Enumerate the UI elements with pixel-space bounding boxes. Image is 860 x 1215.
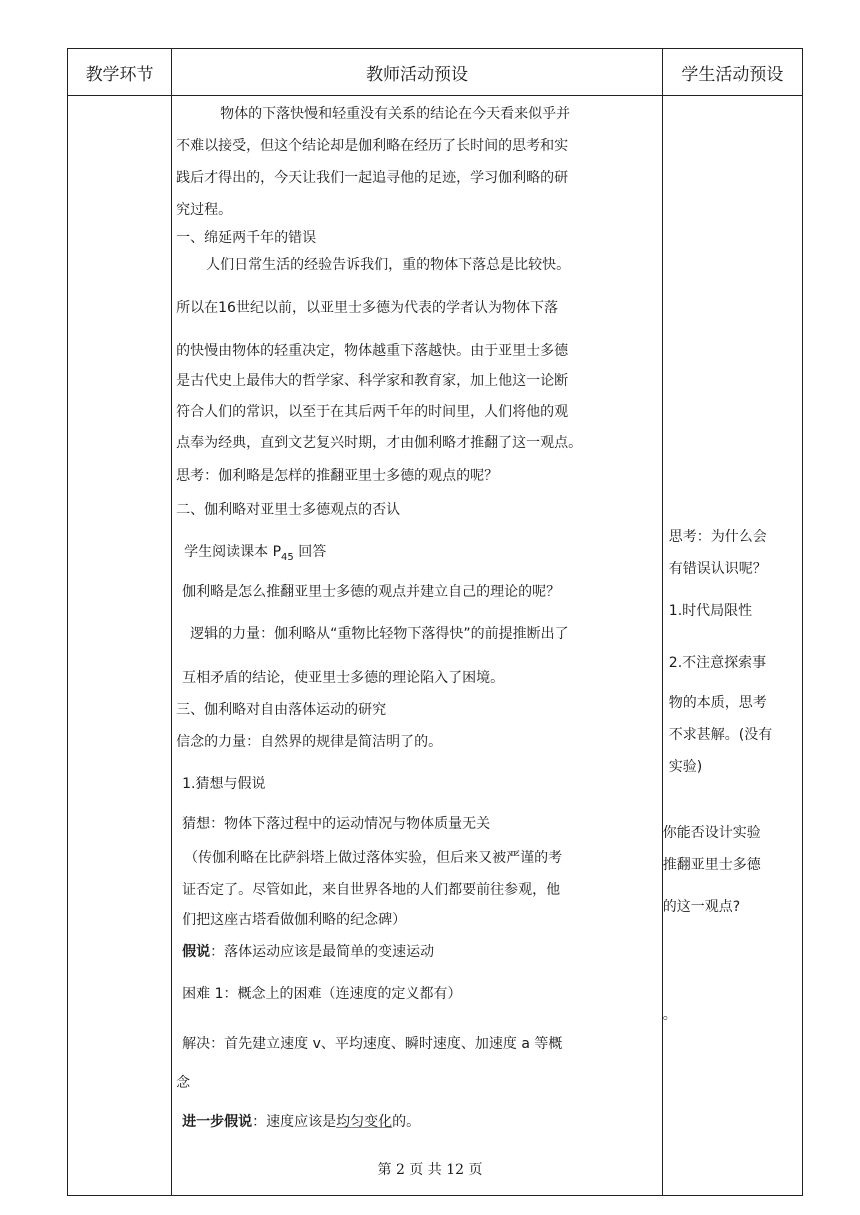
header-teacher-activity: 教师活动预设 (172, 49, 663, 96)
section-2-read-suffix: 回答 (293, 544, 327, 560)
section-1-para-line-2: 所以在16世纪以前，以亚里士多德为代表的学者认为物体下落 (176, 300, 558, 316)
further-hypothesis-end: 的。 (392, 1114, 421, 1130)
student-answer-2-line-3: 不求甚解。(没有 (668, 727, 773, 743)
section-1-think: 思考：伽利略是怎样的推翻亚里士多德的观点的呢？ (176, 468, 499, 484)
section-3-note-line-3: 们把这座古塔看做伽利略的纪念碑） (182, 912, 407, 928)
section-1-para-line-3: 的快慢由物体的轻重决定，物体越重下落越快。由于亚里士多德 (176, 343, 569, 359)
teacher-activity-cell (172, 96, 663, 1196)
hypothesis-label: 假说 (182, 944, 211, 960)
further-hypothesis-label: 进一步假说 (182, 1114, 253, 1130)
section-2-read-page: 45 (281, 552, 294, 563)
further-hypothesis-text: ：速度应该是 (252, 1114, 337, 1130)
intro-line-4: 究过程。 (176, 202, 233, 218)
section-3-solution-line-2: 念 (176, 1075, 191, 1091)
hypothesis-text: ：落体运动应该是最简单的变速运动 (210, 944, 435, 960)
section-1-para-line-1: 人们日常生活的经验告诉我们，重的物体下落总是比较快。 (206, 257, 571, 273)
section-3-heading-guess: 1.猜想与假说 (182, 776, 266, 792)
section-1-para-line-6: 点奉为经典，直到文艺复兴时期，才由伽利略才推翻了这一观点。 (176, 435, 583, 451)
section-1-para-line-4: 是古代史上最伟大的哲学家、科学家和教育家，加上他这一论断 (176, 373, 569, 389)
student-question-2-line-3: 的这一观点? (662, 899, 741, 915)
section-2-title: 二、伽利略对亚里士多德观点的否认 (176, 502, 401, 518)
student-answer-2-line-4: 实验) (668, 759, 703, 775)
lesson-plan-table (67, 48, 803, 1196)
student-answer-2-line-2: 物的本质，思考 (668, 695, 767, 711)
student-question-1-line-2: 有错误认识呢？ (668, 561, 767, 577)
student-question-2-line-1: 你能否设计实验 (662, 825, 761, 841)
student-activity-cell (662, 96, 802, 1196)
section-2-question: 伽利略是怎么推翻亚里士多德的观点并建立自己的理论的呢？ (182, 584, 561, 600)
section-1-title: 一、绵延两千年的错误 (176, 230, 317, 246)
table-body-row (68, 96, 803, 1196)
student-answer-2-line-1: 2.不注意探索事 (668, 655, 767, 671)
student-answer-1: 1.时代局限性 (668, 603, 753, 619)
header-student-activity: 学生活动预设 (662, 49, 802, 96)
student-question-2-line-2: 推翻亚里士多德 (662, 857, 761, 873)
section-3-note-line-2: 证否定了。尽管如此，来自世界各地的人们都要前往参观，他 (182, 882, 561, 898)
intro-line-3: 践后才得出的，今天让我们一起追寻他的足迹，学习伽利略的研 (176, 170, 569, 186)
section-2-logic-line-2: 互相矛盾的结论，使亚里士多德的理论陷入了困境。 (182, 670, 505, 686)
section-2-read (184, 542, 660, 568)
section-2-logic-line-1: 逻辑的力量：伽利略从“重物比轻物下落得快”的前提推断出了 (190, 626, 569, 642)
section-2-read-text: 学生阅读课本 P (184, 544, 282, 560)
section-3-further-hypothesis (182, 1112, 660, 1132)
further-hypothesis-emphasis: 均匀变化 (336, 1114, 393, 1130)
intro-line-2: 不难以接受，但这个结论却是伽利略在经历了长时间的思考和实 (176, 138, 569, 154)
intro-line-1: 物体的下落快慢和轻重没有关系的结论在今天看来似乎并 (220, 106, 571, 122)
section-3-hypothesis (182, 942, 660, 962)
teaching-stage-cell (68, 96, 172, 1196)
student-period-mark: 。 (662, 1007, 677, 1023)
student-question-1-line-1: 思考：为什么会 (668, 529, 767, 545)
section-3-note-line-1: （传伽利略在比萨斜塔上做过落体实验，但后来又被严谨的考 (184, 850, 563, 866)
section-3-difficulty: 困难 1：概念上的困难（连速度的定义都有） (182, 986, 462, 1002)
section-3-title: 三、伽利略对自由落体运动的研究 (176, 702, 387, 718)
section-3-belief: 信念的力量：自然界的规律是简洁明了的。 (176, 734, 443, 750)
section-1-para-line-5: 符合人们的常识，以至于在其后两千年的时间里，人们将他的观 (176, 404, 569, 420)
page-number-footer: 第 2 页 共 12 页 (377, 1162, 483, 1178)
section-3-solution-line-1: 解决：首先建立速度 v、平均速度、瞬时速度、加速度 a 等概 (182, 1036, 563, 1052)
table-header-row (68, 49, 803, 96)
header-teaching-stage: 教学环节 (68, 49, 172, 96)
section-3-guess: 猜想：物体下落过程中的运动情况与物体质量无关 (182, 816, 491, 832)
